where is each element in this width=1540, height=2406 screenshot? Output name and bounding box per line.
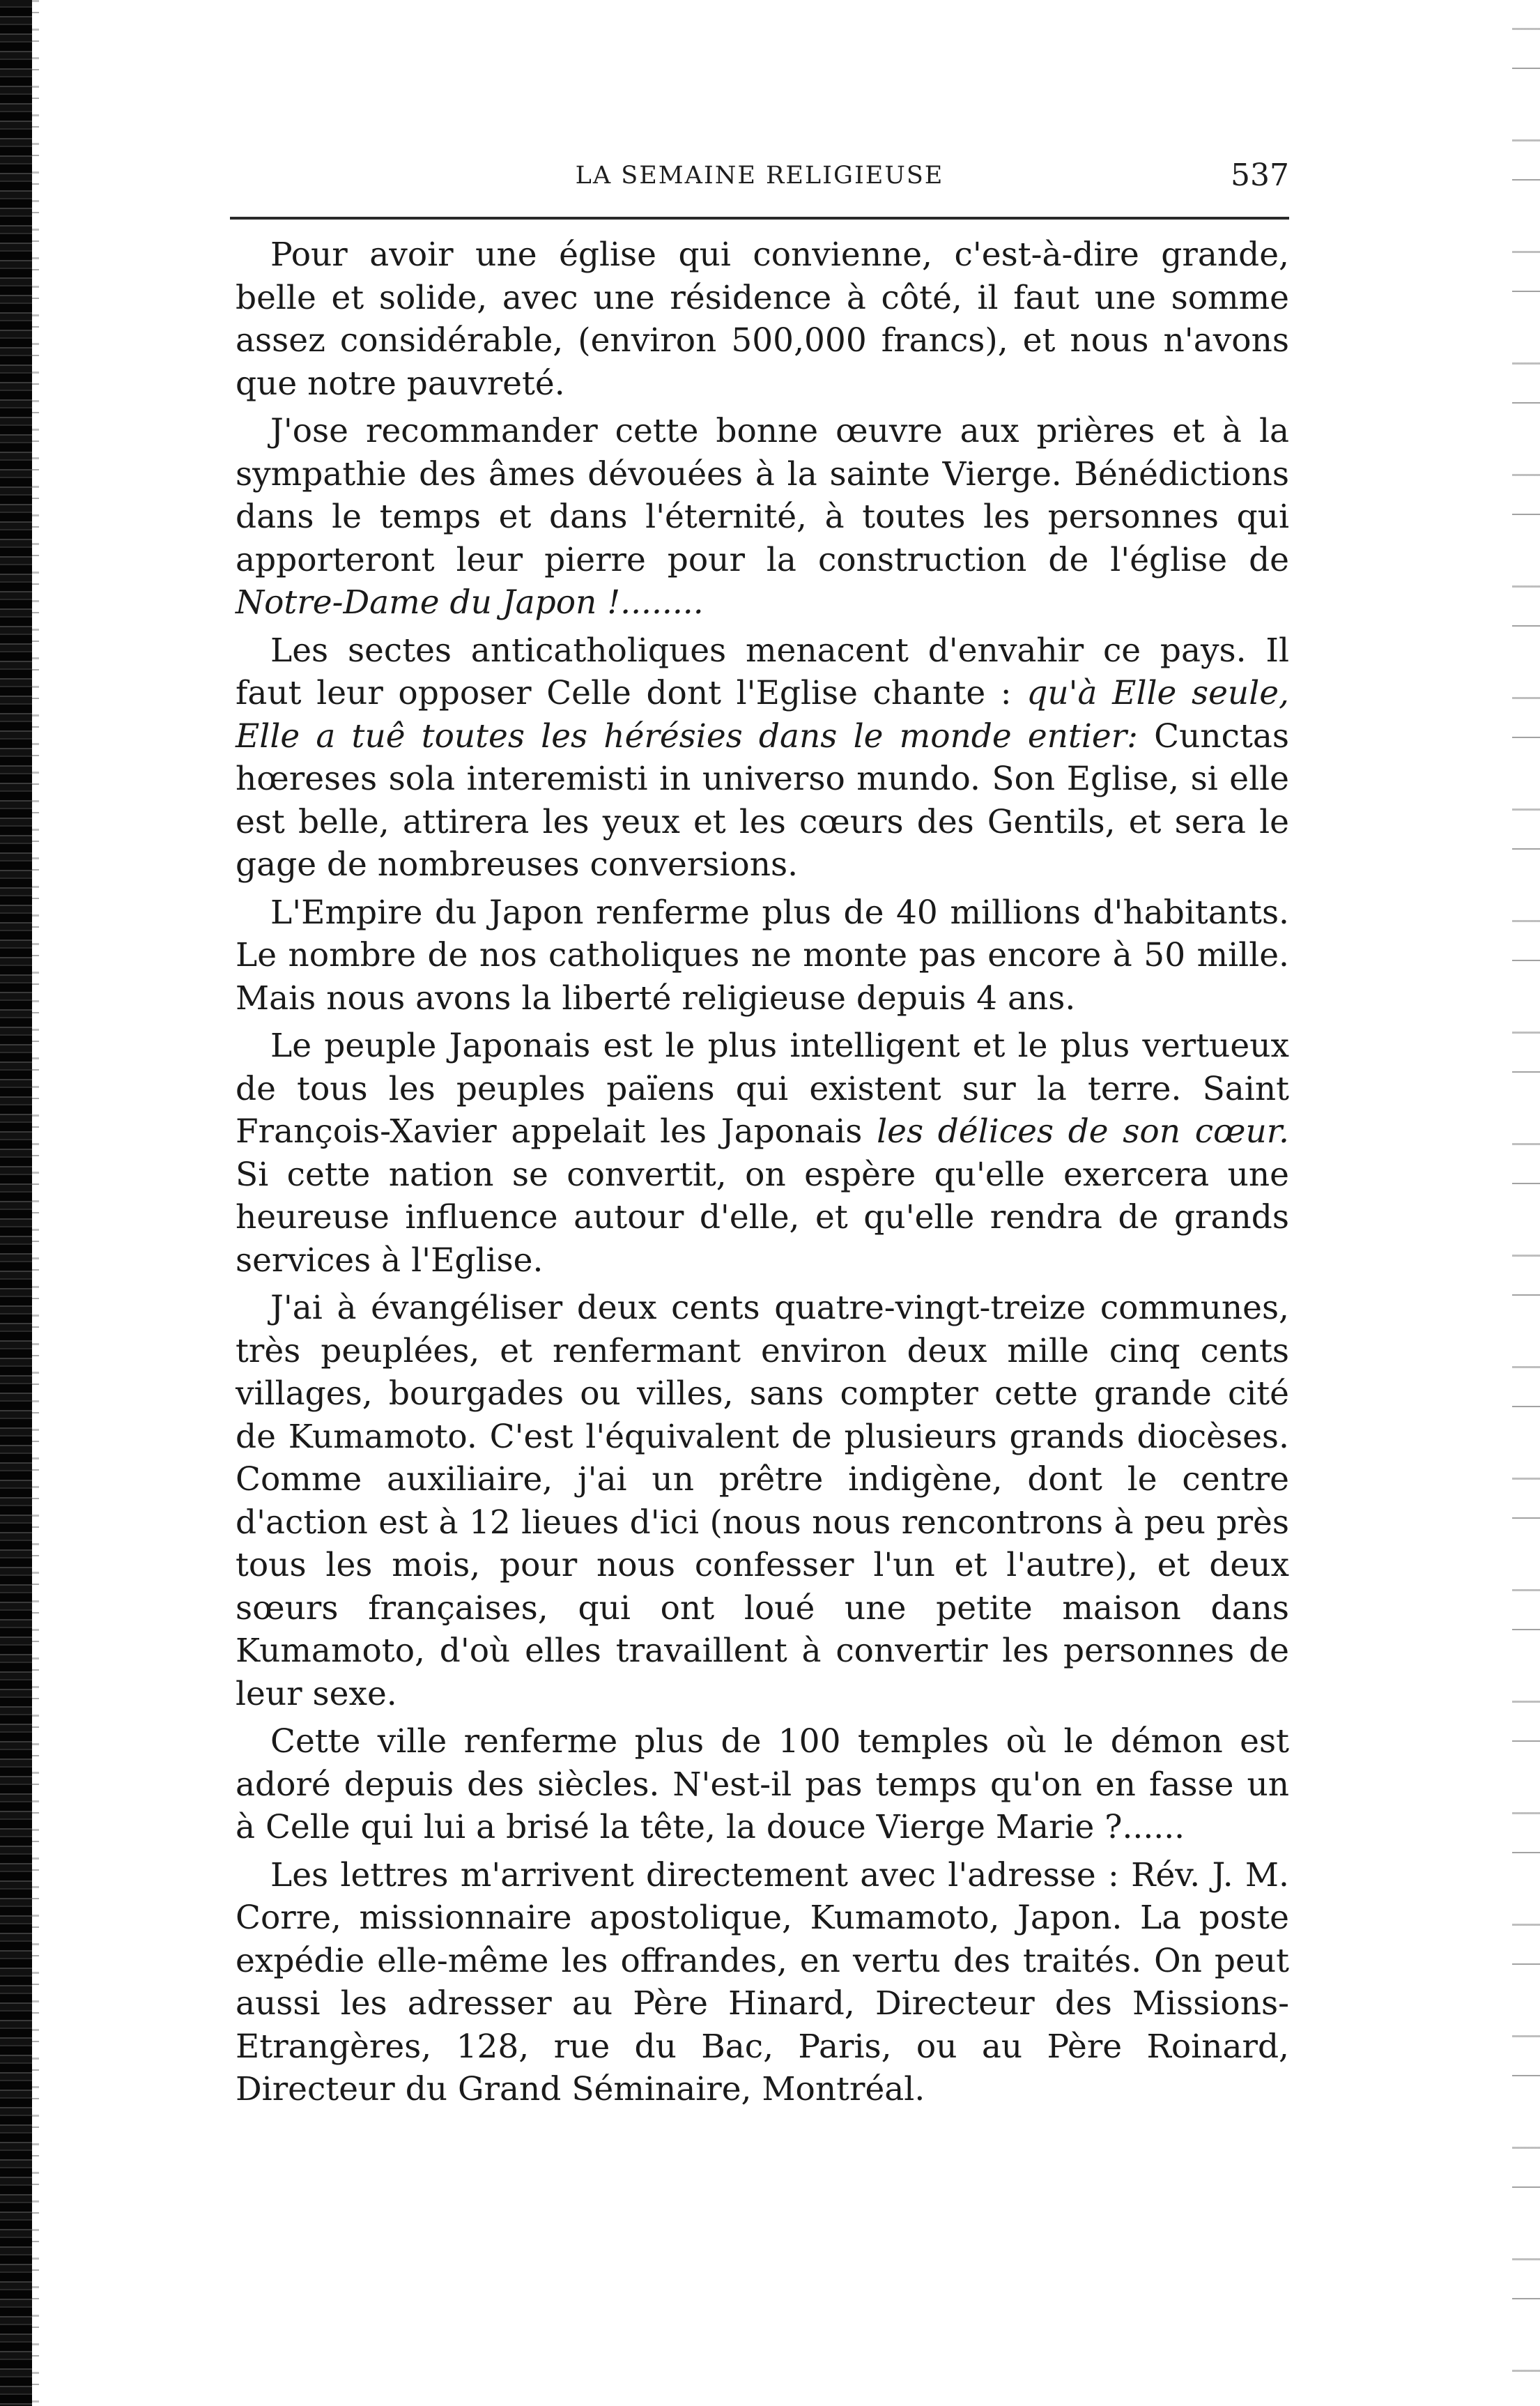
paragraph-2 — [236, 410, 1289, 625]
running-title: LA SEMAINE RELIGIEUSE — [575, 162, 944, 190]
paragraph-7: Cette ville renferme plus de 100 temples où le démon est adoré depuis des siècles. N'est-il pas temps qu'on en fasse un à Celle qui lui a brisé la tête, la douce Vierge Marie ?...... — [236, 1722, 1289, 1846]
text-body — [236, 233, 1289, 2111]
scan-binding-edge — [0, 0, 32, 2406]
paragraph-3-text: Les sectes anticatholiques menacent d'envahir ce pays. Il faut leur opposer Celle dont l'Eglise chante : — [236, 631, 1289, 712]
paragraph-6: J'ai à évangéliser deux cents quatre-vingt-treize communes, très peuplées, et renfermant environ deux mille cinq cents villages, bourgades ou villes, sans compter cette grande cité de Kumamoto. C'est l'équivalent de plusieurs grands diocèses. Comme auxiliaire, j'ai un prêtre indigène, dont le centre d'action est à 12 lieues d'ici (nous nous rencontrons à peu près tous les mois, pour nous confesser l'un et l'autre), et deux sœurs françaises, qui ont loué une petite maison dans Kumamoto, d'où elles travaillent à convertir les personnes de leur sexe. — [236, 1289, 1289, 1713]
scan-right-edge — [1512, 0, 1540, 2406]
paragraph-2-italic: Notre-Dame du Japon !........ — [236, 583, 704, 622]
paragraph-3 — [236, 629, 1289, 887]
header-rule — [230, 217, 1289, 220]
paragraph-5-italic: les délices de son cœur. — [877, 1112, 1289, 1151]
paragraph-5-text: Le peuple Japonais est le plus intelligent et le plus vertueux de tous les peuples païens qui existent sur la terre. Saint François-Xavier appelait les Japonais — [236, 1027, 1289, 1151]
page-header — [230, 158, 1289, 199]
paragraph-2-text: J'ose recommander cette bonne œuvre aux prières et à la sympathie des âmes dévouées à la sainte Vierge. Bénédictions dans le temps et dans l'éternité, à toutes les personnes qui apporteront leur pierre pour la construction de l'église de — [236, 412, 1289, 579]
paragraph-5-rest: Si cette nation se convertit, on espère qu'elle exercera une heureuse influence autour d'elle, et qu'elle rendra de grands services à l'Eglise. — [236, 1155, 1289, 1280]
paragraph-1: Pour avoir une église qui convienne, c'est-à-dire grande, belle et solide, avec une résidence à côté, il faut une somme assez considérable, (environ 500,000 francs), et nous n'avons que notre pauvreté. — [236, 236, 1289, 403]
paragraph-3-italic: qu'à Elle seule, Elle a tuê toutes les hérésies dans le monde entier: — [236, 674, 1289, 756]
paragraph-4: L'Empire du Japon renferme plus de 40 millions d'habitants. Le nombre de nos catholiques ne monte pas encore à 50 mille. Mais nous avons la liberté religieuse depuis 4 ans. — [236, 893, 1289, 1018]
paragraph-3-latin: Cunctas hœreses sola interemisti in universo mundo. Son Eglise, si elle est belle, attirera les yeux et les cœurs des Gentils, et sera le gage de nombreuses conversions. — [236, 717, 1289, 884]
paragraph-5 — [236, 1025, 1289, 1282]
page-number: 537 — [1231, 158, 1289, 193]
paragraph-8: Les lettres m'arrivent directement avec l'adresse : Rév. J. M. Corre, missionnaire apostolique, Kumamoto, Japon. La poste expédie elle-même les offrandes, en vertu des traités. On peut aussi les adresser au Père Hinard, Directeur des Missions-Etrangères, 128, rue du Bac, Paris, ou au Père Roinard, Directeur du Grand Séminaire, Montréal. — [236, 1855, 1289, 2108]
